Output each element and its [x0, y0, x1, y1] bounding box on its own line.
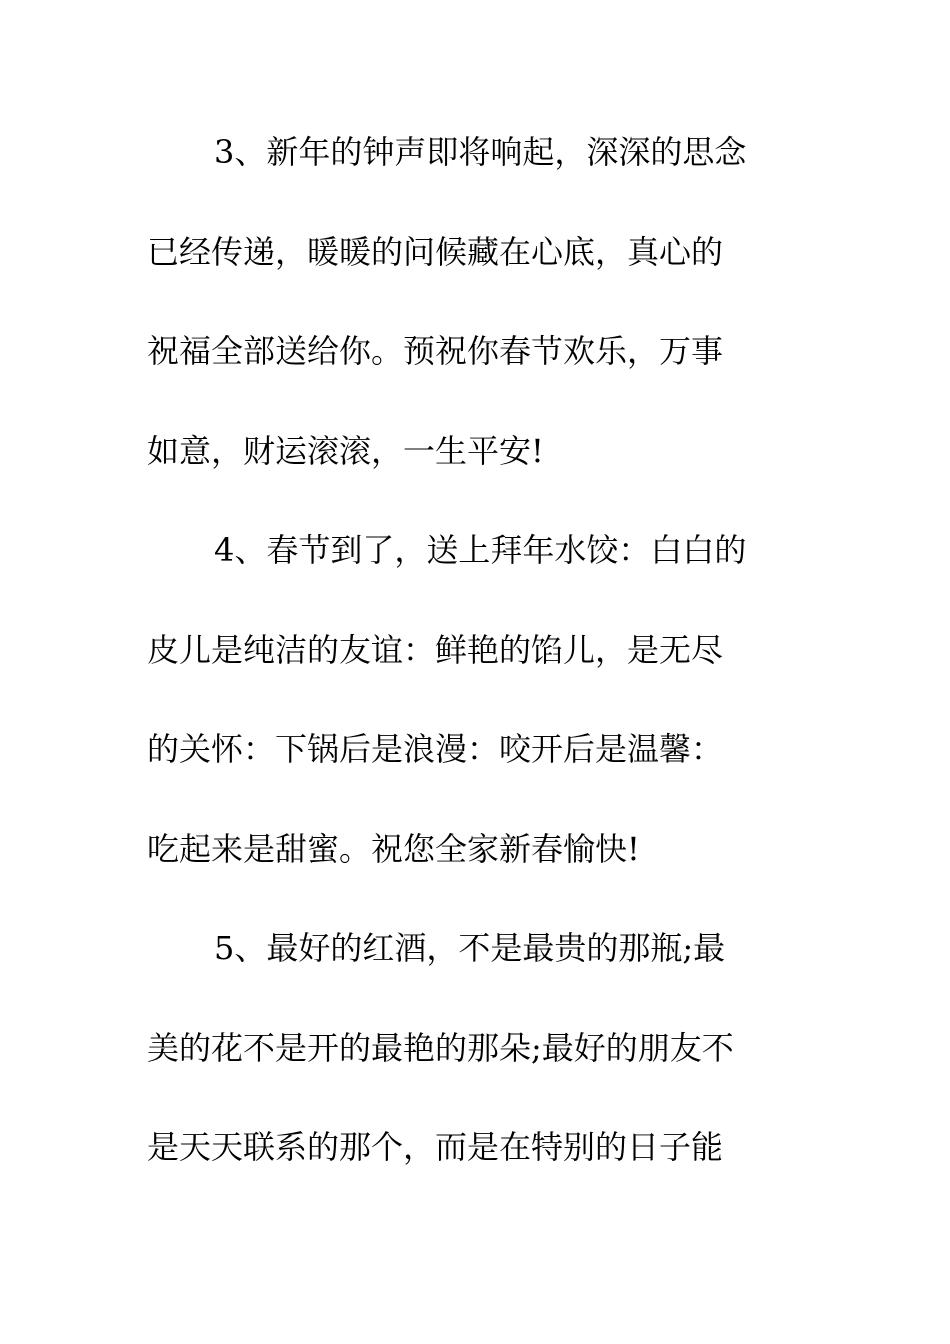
- paragraph-4-line-1: 4、春节到了，送上拜年水饺：白白的: [214, 531, 747, 569]
- paragraph-4-line-2: 皮儿是纯洁的友谊：鲜艳的馅儿，是无尽: [147, 631, 724, 669]
- paragraph-4-line-3: 的关怀：下锅后是浪漫：咬开后是温馨：: [147, 730, 724, 768]
- paragraph-3-line-2: 已经传递，暖暖的问候藏在心底，真心的: [147, 233, 724, 271]
- paragraph-5-line-3: 是天天联系的那个，而是在特别的日子能: [147, 1128, 724, 1166]
- paragraph-3-line-1: 3、新年的钟声即将响起，深深的思念: [214, 133, 747, 171]
- paragraph-3-line-3: 祝福全部送给你。预祝你春节欢乐，万事: [147, 332, 724, 370]
- paragraph-4-line-4: 吃起来是甜蜜。祝您全家新春愉快!: [147, 830, 640, 868]
- paragraph-5-line-2: 美的花不是开的最艳的那朵;最好的朋友不: [147, 1029, 734, 1067]
- paragraph-5-line-1: 5、最好的红酒，不是最贵的那瓶;最: [214, 929, 726, 967]
- paragraph-3-line-4: 如意，财运滚滚，一生平安!: [147, 432, 544, 470]
